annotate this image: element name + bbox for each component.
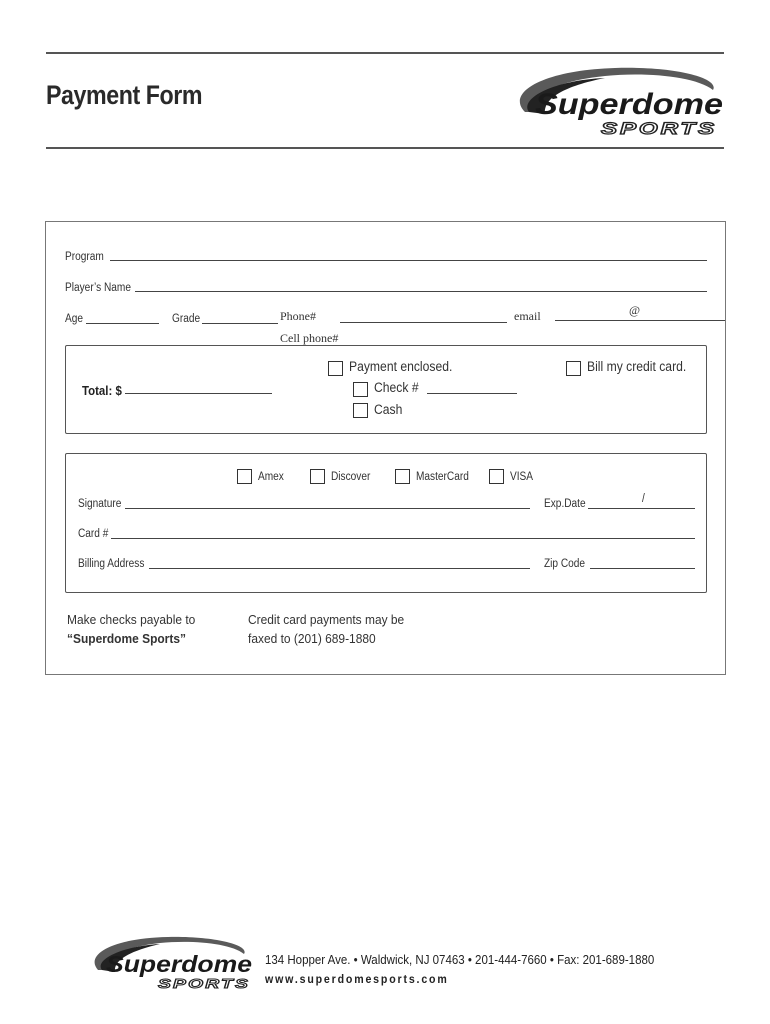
- exp-date-field[interactable]: [588, 508, 695, 509]
- visa-checkbox[interactable]: [489, 469, 504, 484]
- bill-credit-card-label: Bill my credit card.: [587, 359, 687, 374]
- fax-note-line2: faxed to (201) 689-1880: [248, 631, 376, 646]
- superdome-logo: [505, 62, 727, 140]
- footer-website-link[interactable]: www.superdomesports.com: [265, 974, 449, 986]
- cell-phone-label: Cell phone#: [280, 331, 339, 345]
- payment-enclosed-checkbox[interactable]: [328, 361, 343, 376]
- exp-date-separator: /: [642, 493, 645, 505]
- card-number-label: Card #: [78, 528, 109, 540]
- email-at-sign: @: [629, 303, 641, 317]
- discover-label: Discover: [331, 471, 371, 483]
- payment-enclosed-label: Payment enclosed.: [349, 359, 453, 374]
- email-field[interactable]: [555, 320, 725, 321]
- grade-field[interactable]: [202, 323, 278, 324]
- cash-label: Cash: [374, 402, 403, 417]
- amex-label: Amex: [258, 471, 284, 483]
- total-label: Total: $: [82, 383, 122, 398]
- exp-date-label: Exp.Date: [544, 498, 586, 510]
- checks-note-line2: “Superdome Sports”: [67, 631, 186, 646]
- billing-address-label: Billing Address: [78, 558, 145, 570]
- signature-field[interactable]: [125, 508, 530, 509]
- grade-label: Grade: [172, 313, 201, 325]
- email-label: email: [514, 309, 541, 323]
- form-frame: [45, 221, 726, 675]
- page-title: Payment Form: [46, 80, 203, 110]
- logo-wordmark: Superdome: [535, 88, 723, 121]
- footer-logo-subtitle: SPORTS: [158, 976, 250, 991]
- header-bottom-rule: [46, 147, 724, 149]
- phone-label: Phone#: [280, 309, 316, 323]
- program-field[interactable]: [110, 260, 707, 261]
- age-label: Age: [65, 313, 84, 325]
- logo-subtitle: SPORTS: [601, 119, 717, 138]
- age-field[interactable]: [86, 323, 159, 324]
- check-checkbox[interactable]: [353, 382, 368, 397]
- bill-credit-card-checkbox[interactable]: [566, 361, 581, 376]
- signature-label: Signature: [78, 498, 122, 510]
- amex-checkbox[interactable]: [237, 469, 252, 484]
- phone-field[interactable]: [340, 322, 507, 323]
- card-number-field[interactable]: [111, 538, 695, 539]
- cash-checkbox[interactable]: [353, 403, 368, 418]
- mastercard-checkbox[interactable]: [395, 469, 410, 484]
- zip-code-field[interactable]: [590, 568, 695, 569]
- credit-card-box: [65, 453, 707, 593]
- mastercard-label: MasterCard: [416, 471, 469, 483]
- zip-code-label: Zip Code: [544, 558, 586, 570]
- billing-address-field[interactable]: [149, 568, 530, 569]
- player-name-field[interactable]: [135, 291, 707, 292]
- footer-superdome-logo: [84, 932, 256, 992]
- program-label: Program: [65, 251, 104, 263]
- footer-logo-wordmark: Superdome: [106, 951, 253, 977]
- header-top-rule: [46, 52, 724, 54]
- visa-label: VISA: [510, 471, 534, 483]
- check-number-field[interactable]: [427, 393, 517, 394]
- discover-checkbox[interactable]: [310, 469, 325, 484]
- checks-note-line1: Make checks payable to: [67, 612, 196, 627]
- player-name-label: Player’s Name: [65, 282, 131, 294]
- check-label: Check #: [374, 380, 419, 395]
- footer-address: 134 Hopper Ave. • Waldwick, NJ 07463 • 201-444-7660 • Fax: 201-689-1880: [265, 953, 655, 967]
- fax-note-line1: Credit card payments may be: [248, 612, 405, 627]
- total-field[interactable]: [125, 393, 272, 394]
